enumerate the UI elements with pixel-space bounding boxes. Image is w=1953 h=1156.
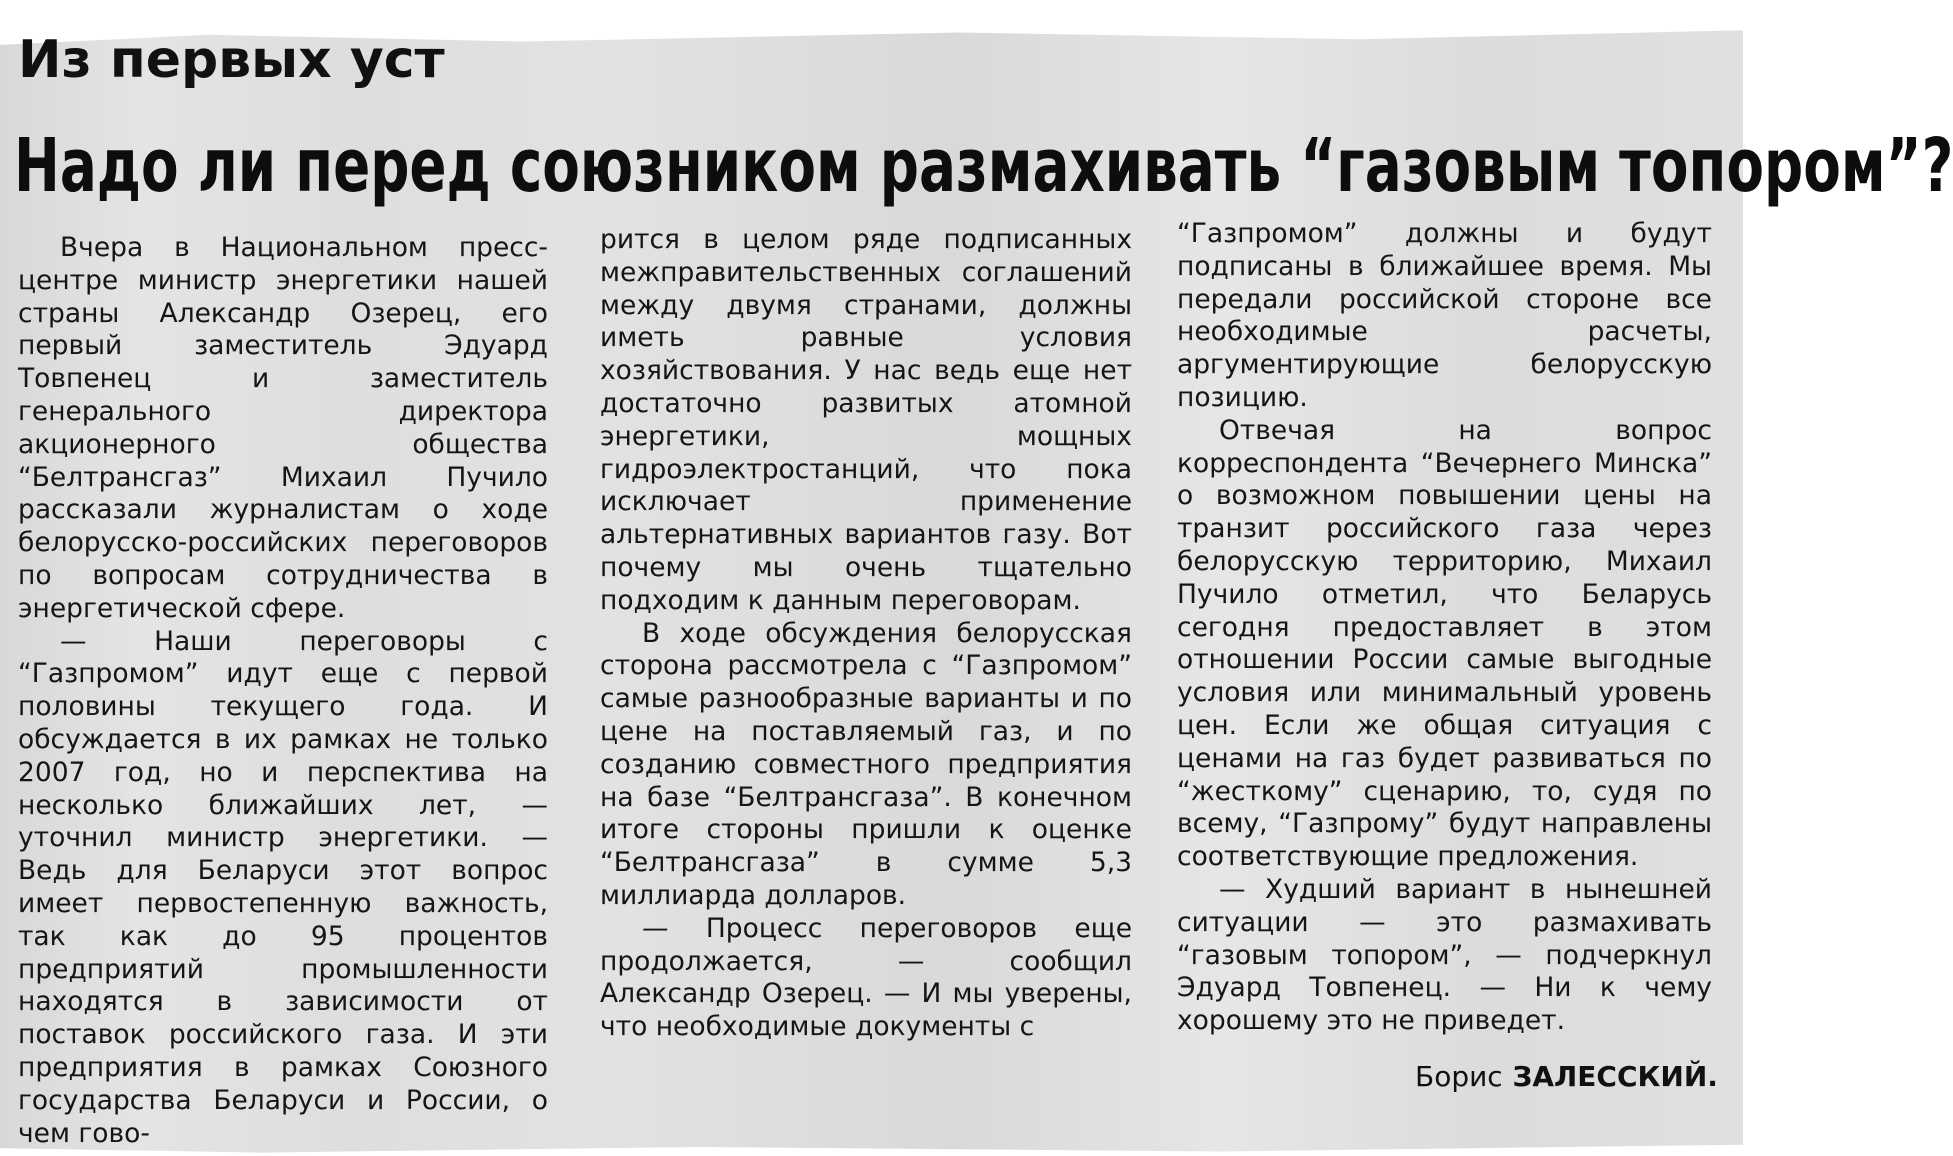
article-column-1 xyxy=(18,232,548,1150)
article-column-3 xyxy=(1177,218,1712,1038)
author-last-name: ЗАЛЕССКИЙ. xyxy=(1512,1060,1718,1093)
paragraph: “Газпромом” должны и будут подписаны в ближайшее время. Мы передали российской стороне все необходимые расчеты, аргументирующие белорусскую позицию. xyxy=(1177,218,1712,413)
paragraph: Отвечая на вопрос корреспондента “Вечернего Минска” о возможном повышении цены на транзит российского газа через белорусскую территорию, Михаил Пучило отметил, что Беларусь сегодня предоставляет в этом отношении России самые выгодные условия или минимальный уровень цен. Если же общая ситуация с ценами на газ будет развиваться по “жесткому” сценарию, то, судя по всему, “Газпрому” будут направлены соответствующие предложения. xyxy=(1177,414,1712,873)
paragraph: — Процесс переговоров еще продолжается, — сообщил Александр Озерец. — И мы уверены, что необходимые документы с xyxy=(600,912,1132,1043)
author-first-name: Борис xyxy=(1415,1060,1503,1093)
rubric-heading: Из первых уст xyxy=(18,30,445,90)
paragraph: рится в целом ряде подписанных межправительственных соглашений между двумя странами, должны иметь равные условия хозяйствования. У нас ведь еще нет достаточно развитых атомной энергетики, мощных гидроэлектростанций, что пока исключает применение альтернативных вариантов газу. Вот почему мы очень тщательно подходим к данным переговорам. xyxy=(600,224,1132,616)
paragraph: — Наши переговоры с “Газпромом” идут еще с первой половины текущего года. И обсуждается в их рамках не только 2007 год, но и перспектива на несколько ближайших лет, — уточнил министр энергетики. — Ведь для Беларуси этот вопрос имеет первостепенную важность, так как до 95 процентов предприятий промышленности находятся в зависимости от поставок российского газа. И эти предприятия в рамках Союзного государства Беларуси и России, о чем гово- xyxy=(18,625,548,1149)
article-column-2 xyxy=(600,224,1132,1044)
paragraph: В ходе обсуждения белорусская сторона рассмотрела с “Газпромом” самые разнообразные варианты и по цене на поставляемый газ, и по созданию совместного предприятия на базе “Белтрансгаза”. В конечном итоге стороны пришли к оценке “Белтрансгаза” в сумме 5,3 миллиарда долларов. xyxy=(600,617,1132,911)
article-headline: Надо ли перед союзником размахивать “газовым топором”? xyxy=(14,123,1953,209)
paragraph: Вчера в Национальном пресс-центре министр энергетики нашей страны Александр Озерец, его первый заместитель Эдуард Товпенец и заместитель генерального директора акционерного общества “Белтрансгаз” Михаил Пучило рассказали журналистам о ходе белорусско-российских переговоров по вопросам сотрудничества в энергетической сфере. xyxy=(18,232,548,624)
paragraph: — Худший вариант в нынешней ситуации — это размахивать “газовым топором”, — подчеркнул Эдуард Товпенец. — Ни к чему хорошему это не приведет. xyxy=(1177,873,1712,1037)
author-byline xyxy=(1415,1060,1718,1093)
